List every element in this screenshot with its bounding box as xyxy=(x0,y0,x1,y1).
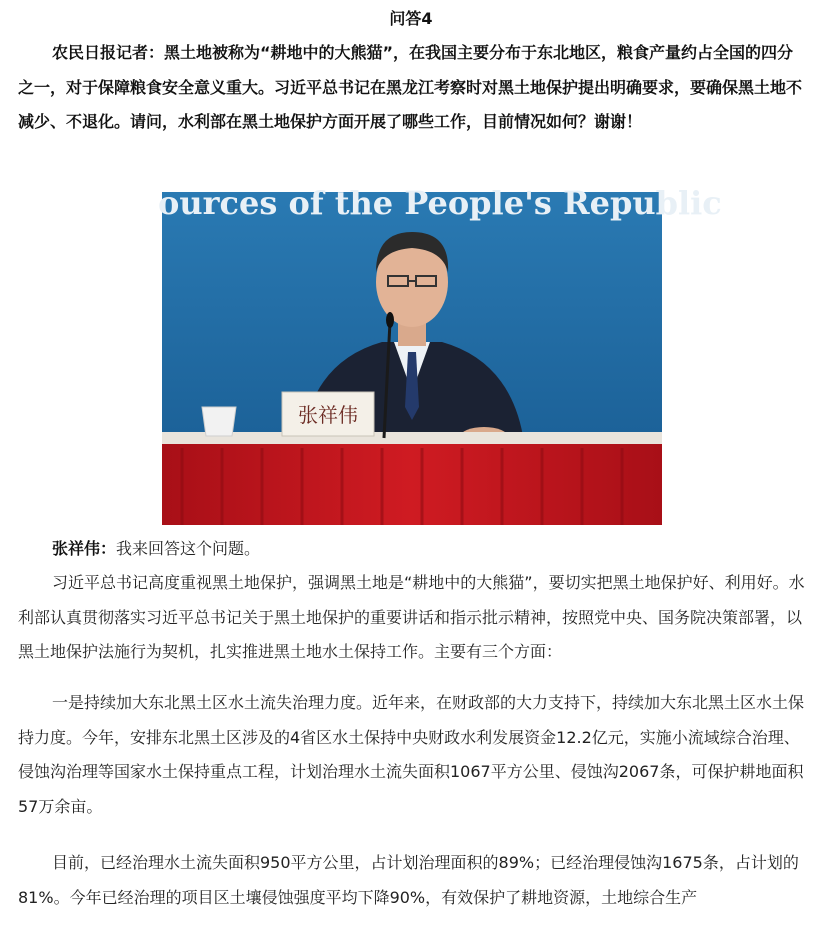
answer-paragraph-3: 目前，已经治理水土流失面积950平方公里，占计划治理面积的89%；已经治理侵蚀沟1675条，占计划的81%。今年已经治理的项目区土壤侵蚀强度平均下降90%，有效保护了耕地资源，土地综合生产 xyxy=(18,853,799,907)
nameplate-text: 张祥伟 xyxy=(298,403,358,427)
answer-paragraph-1: 习近平总书记高度重视黑土地保护，强调黑土地是“耕地中的大熊猫”，要切实把黑土地保护好、利用好。水利部认真贯彻落实习近平总书记关于黑土地保护的重要讲话和指示批示精神，按照党中央、国务院决策部署，以黑土地保护法施行为契机，扎实推进黑土地水土保持工作。主要有三个方面： xyxy=(18,573,805,661)
photo-illustration xyxy=(158,184,722,525)
intro-text: 我来回答这个问题。 xyxy=(116,539,261,558)
question-paragraph: 农民日报记者：黑土地被称为“耕地中的大熊猫”，在我国主要分布于东北地区，粮食产量约占全国的四分之一，对于保障粮食安全意义重大。习近平总书记在黑龙江考察时对黑土地保护提出明确要求，要确保黑土地不减少、不退化。请问，水利部在黑土地保护方面开展了哪些工作，目前情况如何？谢谢！ xyxy=(18,43,803,132)
backdrop-text: ources of the People's Republic xyxy=(158,184,722,222)
speaker-label: 张祥伟： xyxy=(52,539,117,558)
answer-intro xyxy=(18,532,810,567)
press-conference-photo xyxy=(158,184,722,525)
answer-paragraph-2: 一是持续加大东北黑土区水土流失治理力度。近年来，在财政部的大力支持下，持续加大东北黑土区水土保持力度。今年，安排东北黑土区涉及的4省区水土保持中央财政水利发展资金12.2亿元，实施小流域综合治理、侵蚀沟治理等国家水土保持重点工程，计划治理水土流失面积1067平方公里、侵蚀沟2067条，可保护耕地面积57万余亩。 xyxy=(18,693,805,816)
section-heading: 问答4 xyxy=(389,9,433,28)
